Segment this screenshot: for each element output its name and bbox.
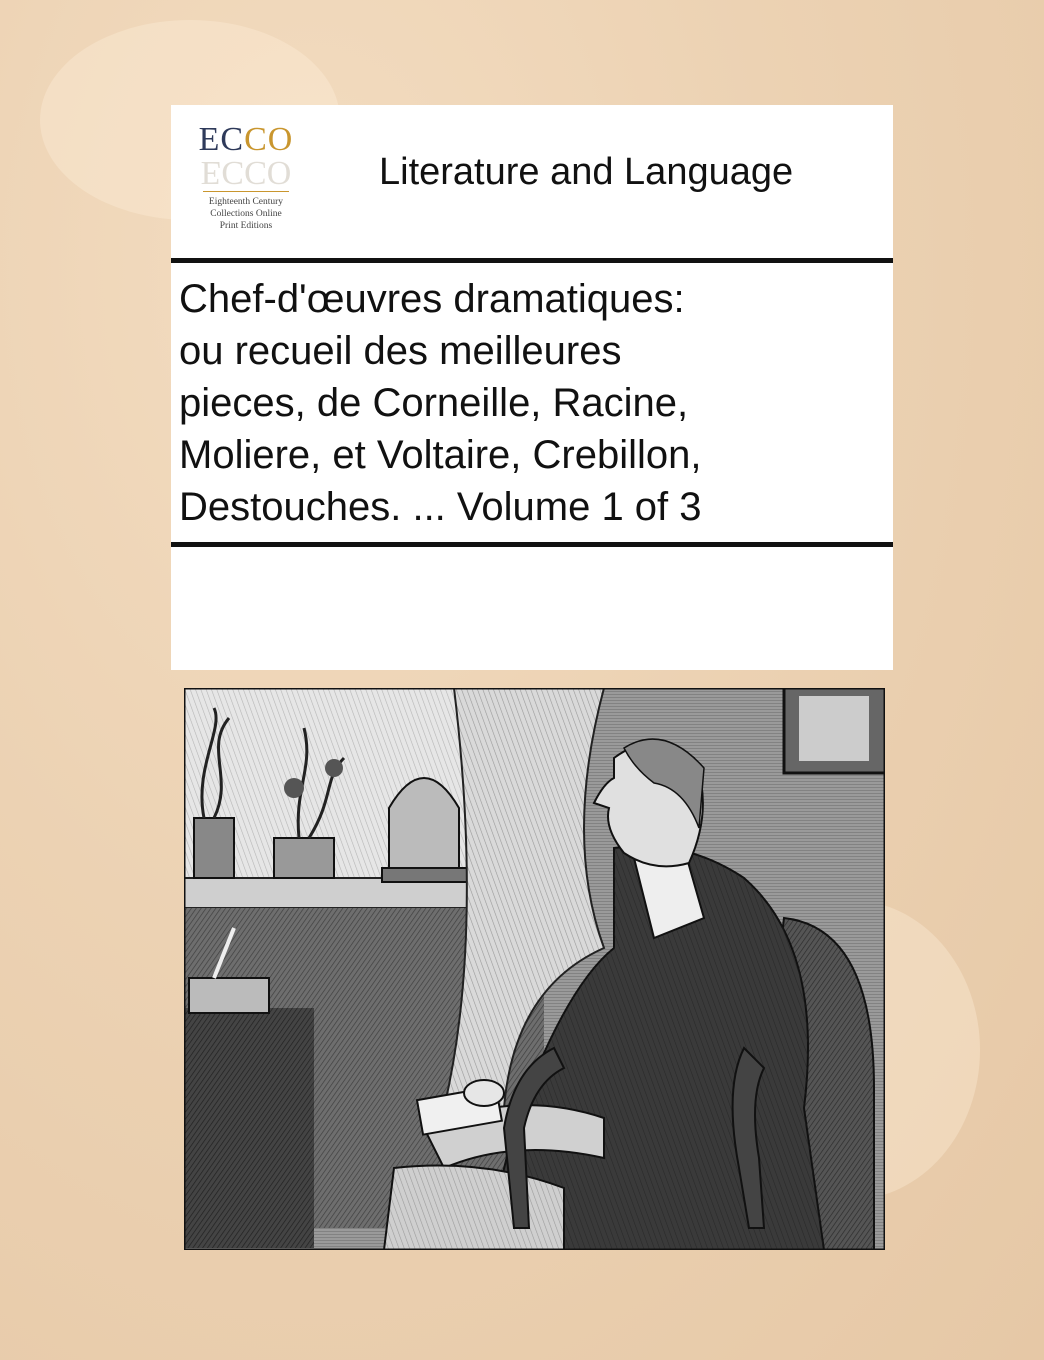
title-line: Chef-d'œuvres dramatiques: bbox=[179, 277, 685, 321]
logo-text-line: Collections Online bbox=[210, 209, 282, 219]
bottom-rule bbox=[171, 542, 893, 547]
logo-divider bbox=[203, 191, 289, 192]
title-panel bbox=[171, 105, 893, 670]
engraving-illustration bbox=[184, 688, 885, 1250]
title-line: Destouches. ... Volume 1 of 3 bbox=[179, 485, 702, 529]
logo-text-line: Print Editions bbox=[219, 221, 273, 231]
logo-mark-reflection: ECCO bbox=[200, 154, 292, 191]
title-line: pieces, de Corneille, Racine, bbox=[179, 381, 689, 425]
top-rule bbox=[171, 258, 893, 263]
series-title: Literature and Language bbox=[379, 151, 794, 193]
title-line: Moliere, et Voltaire, Crebillon, bbox=[179, 433, 702, 477]
logo-mark: ECCO bbox=[198, 121, 294, 158]
ecco-logo bbox=[191, 123, 301, 241]
book-title bbox=[179, 273, 884, 533]
engraving-seated-man-icon bbox=[184, 688, 885, 1250]
logo-text-line: Eighteenth Century bbox=[208, 197, 284, 207]
title-line: ou recueil des meilleures bbox=[179, 329, 622, 373]
